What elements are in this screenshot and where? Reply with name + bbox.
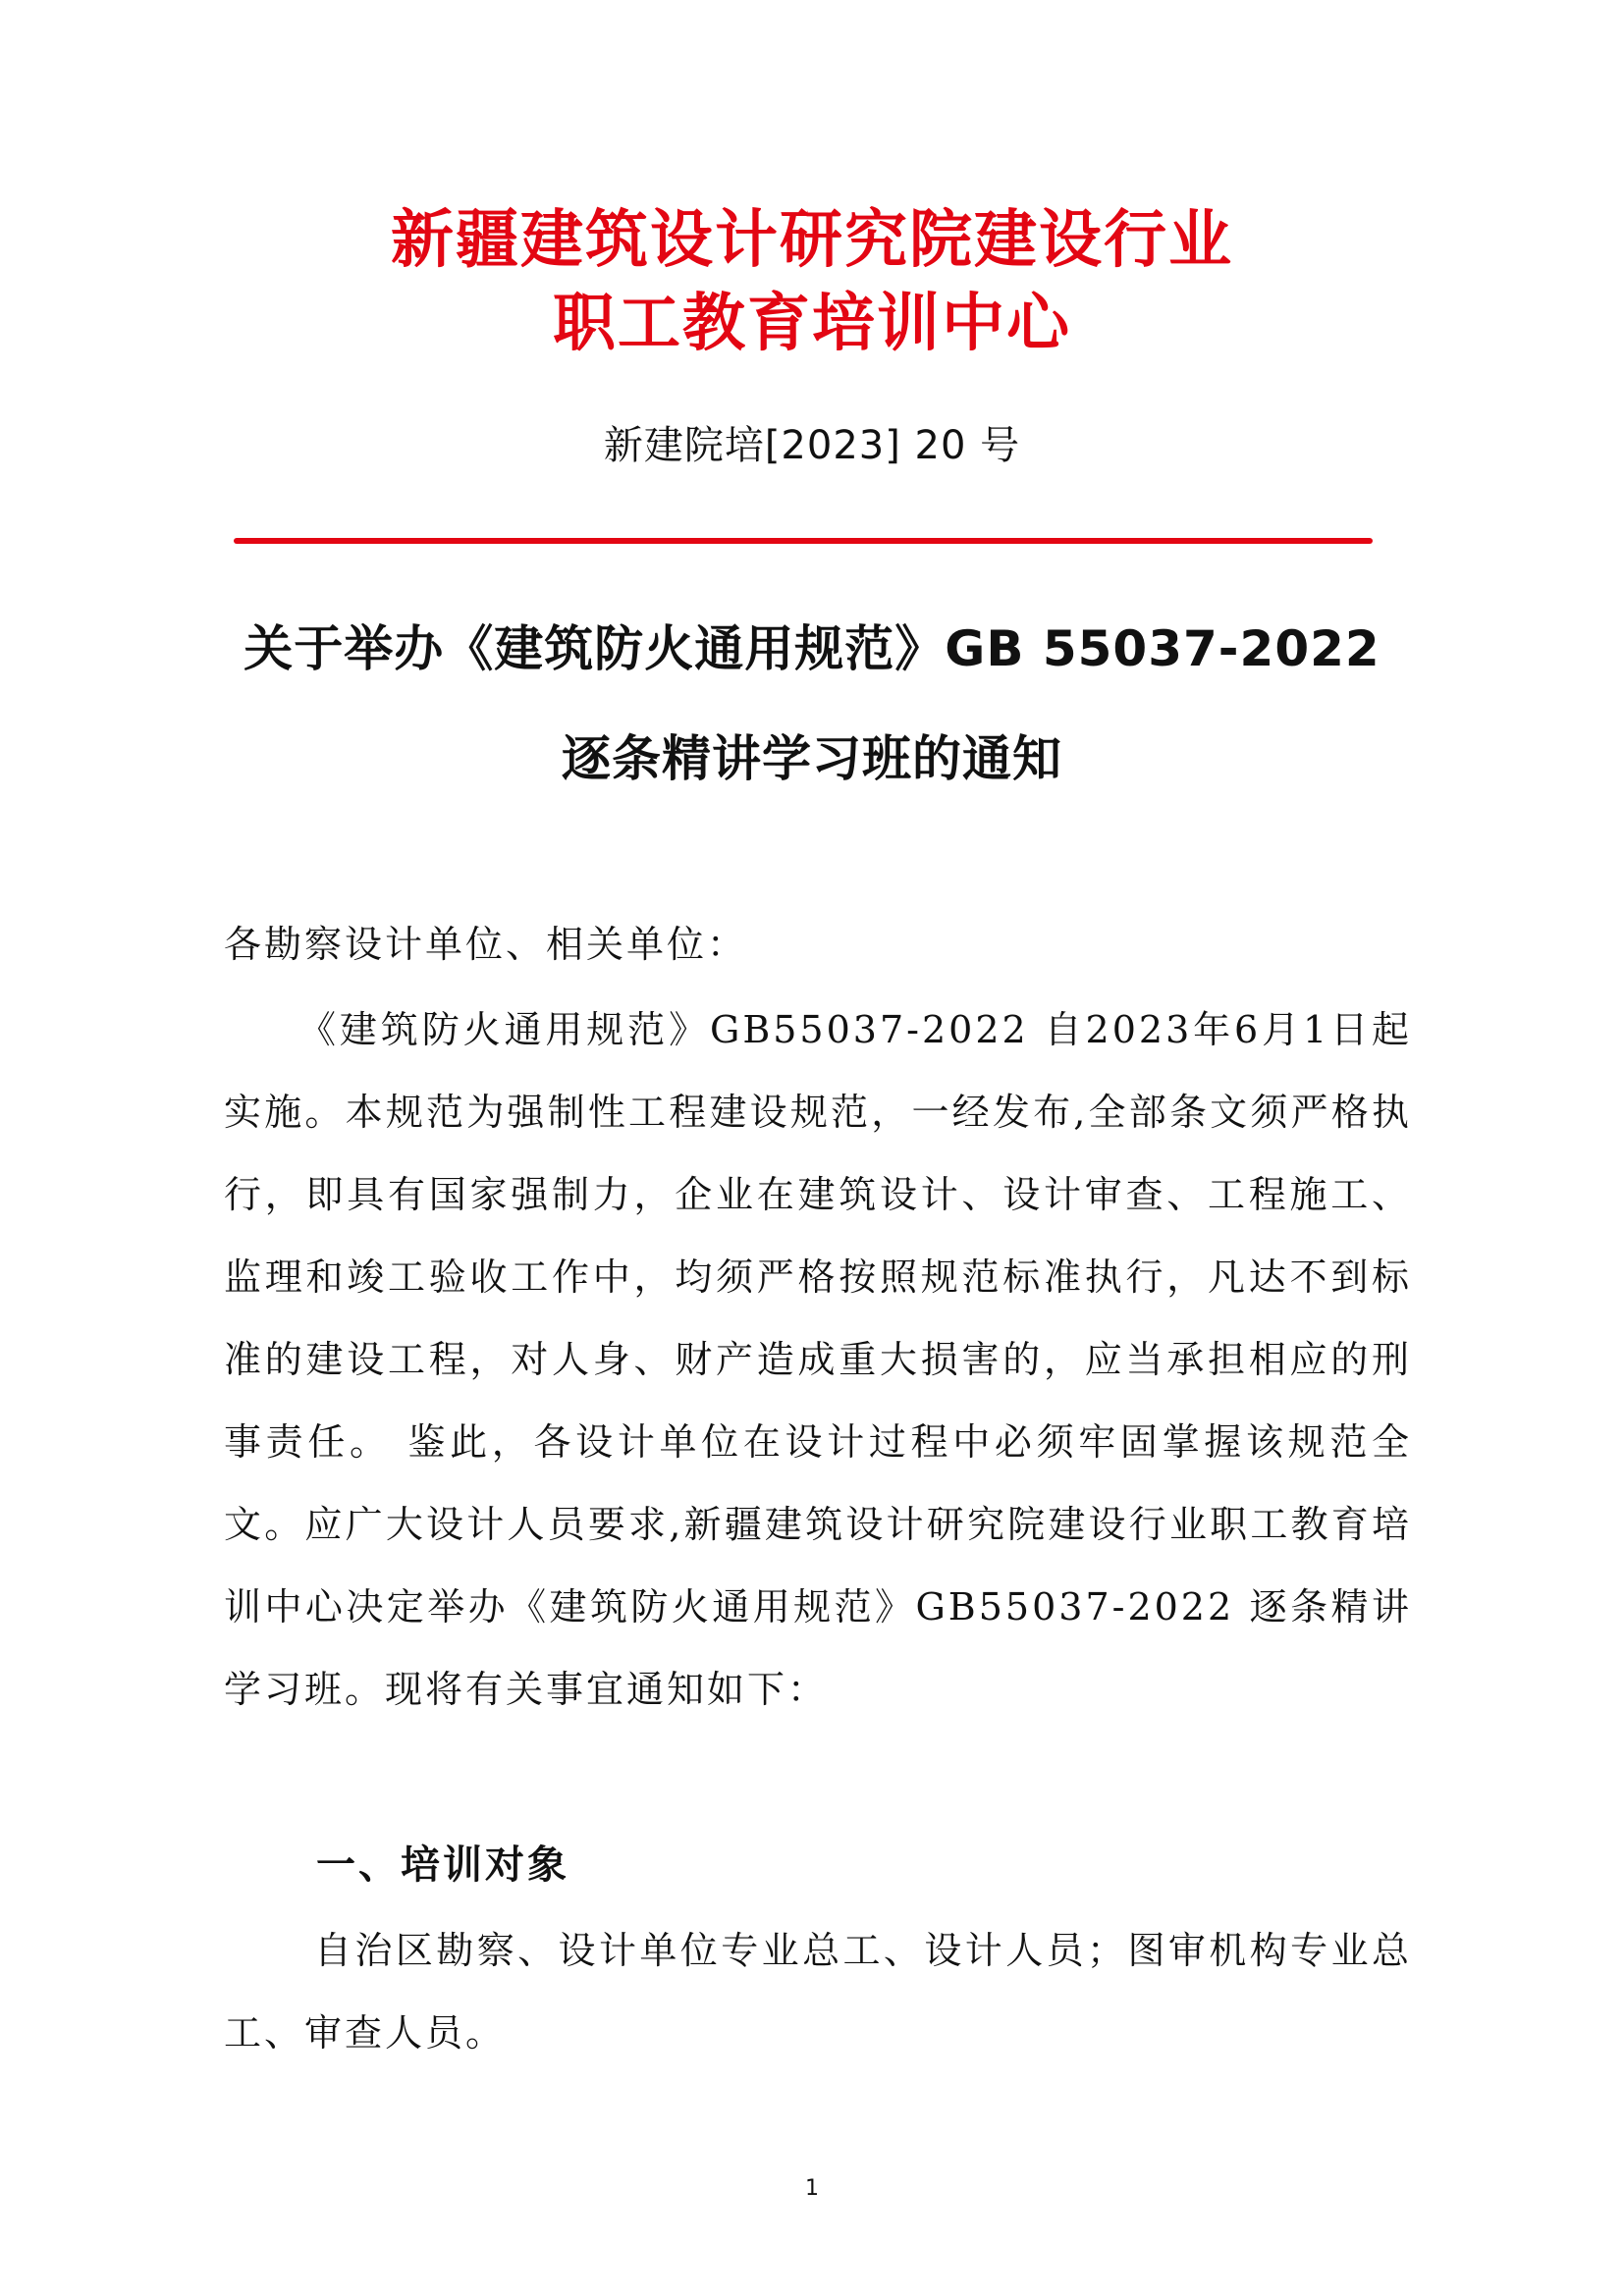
notice-title-line-2: 逐条精讲学习班的通知 — [562, 730, 1062, 787]
organization-name-line-2: 职工教育培训中心 — [553, 288, 1071, 360]
salutation: 各勘察设计单位、相关单位： — [224, 923, 748, 966]
organization-name-line-1: 新疆建筑设计研究院建设行业 — [391, 204, 1233, 277]
red-divider-line — [234, 538, 1373, 544]
page-number: 1 — [805, 2176, 819, 2201]
section-heading-training-target: 一、培训对象 — [316, 1842, 569, 1888]
document-number: 新建院培[2023] 20 号 — [603, 423, 1021, 468]
notice-title-line-1: 关于举办《建筑防火通用规范》GB 55037-2022 — [244, 620, 1380, 677]
section-body-training-target: 自治区勘察、设计单位专业总工、设计人员；图审机构专业总工、审查人员。 — [224, 1929, 1412, 2055]
intro-paragraph: 《建筑防火通用规范》GB55037-2022 自2023年6月1日起实施。本规范为强制性工程建设规范，一经发布,全部条文须严格执行，即具有国家强制力，企业在建筑设计、设计审查、工程施工、监理和竣工验收工作中，均须严格按照规范标准执行，凡达不到标准的建设工程，对人身、财产造成重大损害的，应当承担相应的刑事责任。 鉴此，各设计单位在设计过程中必须牢固掌握该规范全文。应广大设计人员要求,新疆建筑设计研究院建设行业职工教育培训中心决定举办《建筑防火通用规范》GB55037-2022 逐条精讲学习班。现将有关事宜通知如下： — [224, 1008, 1412, 1711]
